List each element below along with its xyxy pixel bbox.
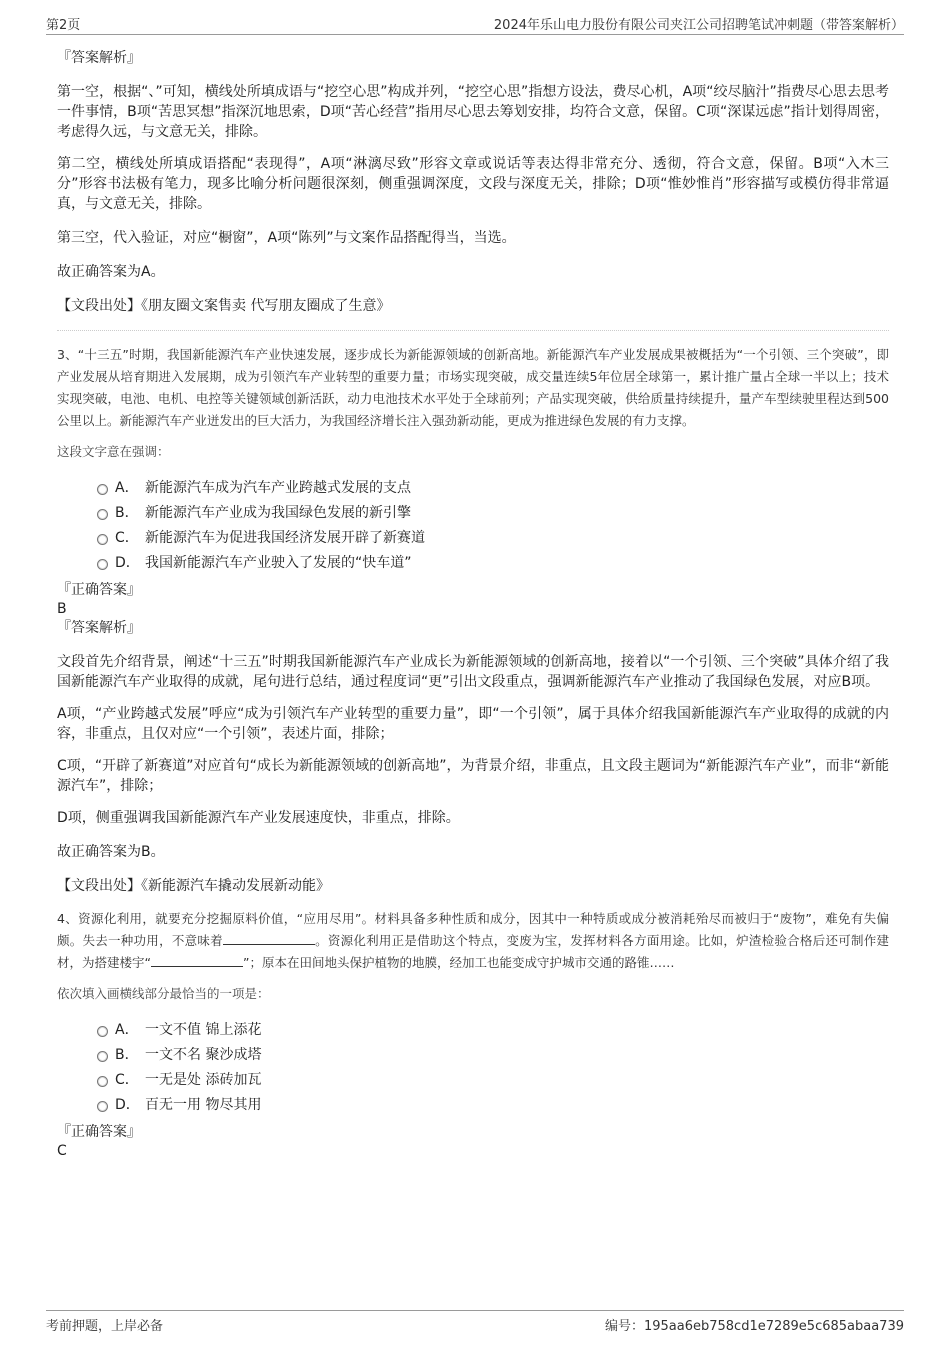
q4-option-c[interactable]: C． 一无是处 添砖加瓦 [97, 1068, 889, 1093]
q2-analysis-label: 『答案解析』 [57, 50, 141, 66]
q3-analysis-p1: 文段首先介绍背景，阐述“十三五”时期我国新能源汽车产业成长为新能源领域的创新高地，接着以“一个引领、三个突破”具体介绍了我国新能源汽车产业取得的成就，尾句进行总结，通过程度词“更”引出文段重点，强调新能源汽车产业推动了我国绿色发展，对应B项。 [57, 654, 889, 690]
radio-icon[interactable] [97, 1026, 108, 1037]
radio-icon[interactable] [97, 509, 108, 520]
q3-options [57, 476, 889, 576]
radio-icon[interactable] [97, 534, 108, 545]
q4-answer-label: 『正确答案』 [57, 1124, 141, 1140]
footer-slogan: 考前押题，上岸必备 [46, 1319, 164, 1334]
blank-line [223, 932, 315, 945]
q3-answer: B [57, 601, 67, 617]
q2-analysis-p2: 第二空，横线处所填成语搭配“表现得”，A项“淋漓尽致”形容文章或说话等表达得非常充分、透彻，符合文意，保留。B项“入木三分”形容书法极有笔力，现多比喻分析问题很深刻，侧重强调深度，文段与深度无关，排除；D项“惟妙惟肖”形容描写或模仿得非常逼真，与文意无关，排除。 [57, 156, 889, 212]
q4-options [57, 1018, 889, 1118]
q3-answer-label: 『正确答案』 [57, 582, 141, 598]
q4-option-a[interactable]: A． 一文不值 锦上添花 [97, 1018, 889, 1043]
q3-option-b[interactable]: B． 新能源汽车产业成为我国绿色发展的新引擎 [97, 501, 889, 526]
radio-icon[interactable] [97, 1076, 108, 1087]
q2-source: 【文段出处】《朋友圈文案售卖 代写朋友圈成了生意》 [57, 298, 391, 314]
q3-analysis-p3: C项，“开辟了新赛道”对应首句“成长为新能源领域的创新高地”，为背景介绍，非重点，且文段主题词为“新能源汽车产业”，而非“新能源汽车”，排除； [57, 758, 889, 794]
page-number: 第2页 [46, 18, 81, 33]
q3-prompt: 这段文字意在强调： [57, 444, 170, 459]
q4-answer: C [57, 1143, 67, 1159]
divider [57, 330, 889, 332]
q3-analysis-p2: A项，“产业跨越式发展”呼应“成为引领汽车产业转型的重要力量”，即“一个引领”，属于具体介绍我国新能源汽车产业取得的成就的内容，非重点，且仅对应“一个引领”，表述片面，排除； [57, 706, 889, 742]
q2-analysis-p4: 故正确答案为A。 [57, 264, 165, 280]
q3-analysis-p4: D项，侧重强调我国新能源汽车产业发展速度快，非重点，排除。 [57, 810, 460, 826]
document-title: 2024年乐山电力股份有限公司夹江公司招聘笔试冲刺题（带答案解析） [493, 18, 904, 33]
q3-option-d[interactable]: D． 我国新能源汽车产业驶入了发展的“快车道” [97, 551, 889, 576]
q3-option-c[interactable]: C． 新能源汽车为促进我国经济发展开辟了新赛道 [97, 526, 889, 551]
radio-icon[interactable] [97, 1051, 108, 1062]
radio-icon[interactable] [97, 559, 108, 570]
q3-analysis-label: 『答案解析』 [57, 620, 141, 636]
q2-analysis-p3: 第三空，代入验证，对应“橱窗”，A项“陈列”与文案作品搭配得当，当选。 [57, 230, 516, 246]
radio-icon[interactable] [97, 484, 108, 495]
q4-prompt: 依次填入画横线部分最恰当的一项是： [57, 986, 270, 1001]
document-body [57, 44, 889, 1160]
q4-option-b[interactable]: B． 一文不名 聚沙成塔 [97, 1043, 889, 1068]
q3-source: 【文段出处】《新能源汽车撬动发展新动能》 [57, 878, 330, 894]
page-header [46, 12, 904, 35]
radio-icon[interactable] [97, 1101, 108, 1112]
q3-option-a[interactable]: A． 新能源汽车成为汽车产业跨越式发展的支点 [97, 476, 889, 501]
q3-stem: 3、“十三五”时期，我国新能源汽车产业快速发展，逐步成长为新能源领域的创新高地。新能源汽车产业发展成果被概括为“一个引领、三个突破”，即产业发展从培育期进入发展期，成为引领汽车产业转型的重要力量；市场实现突破，成交量连续5年位居全球第一，累计推广量占全球一半以上；技术实现突破，电池、电机、电控等关键领域创新活跃，动力电池技术水平处于全球前列；产品实现突破，供给质量持续提升，量产车型续驶里程达到500公里以上。新能源汽车产业迸发出的巨大活力，为我国经济增长注入强劲新动能，更成为推进绿色发展的有力支撑。 [57, 347, 889, 428]
q2-analysis-p1: 第一空，根据“、”可知，横线处所填成语与“挖空心思”构成并列，“挖空心思”指想方设法，费尽心机，A项“绞尽脑汁”指费尽心思去思考一件事情，B项“苦思冥想”指深沉地思索，D项“苦心经营”指用尽心思去筹划安排，均符合文意，保留。C项“深谋远虑”指计划得周密，考虑得久远，与文意无关，排除。 [57, 84, 889, 140]
q4-option-d[interactable]: D． 百无一用 物尽其用 [97, 1093, 889, 1118]
page-footer [46, 1310, 904, 1335]
q3-analysis-p5: 故正确答案为B。 [57, 844, 165, 860]
q4-stem: 4、资源化利用，就要充分挖掘原料价值，“应用尽用”。材料具备多种性质和成分，因其中一种特质或成分被消耗殆尽而被归于“废物”，难免有失偏颇。失去一种功用，不意味着 。资源化利用正是借助这个特点，变废为宝，发挥材料各方面用途。比如，炉渣检验合格后还可制作建材，为搭建楼宇“ ”；原本在田间地头保护植物的地膜，经加工也能变成守护城市交通的路锥…… [57, 911, 889, 970]
document-id: 编号：195aa6eb758cd1e7289e5c685abaa739 [604, 1319, 904, 1334]
blank-line [151, 954, 243, 967]
